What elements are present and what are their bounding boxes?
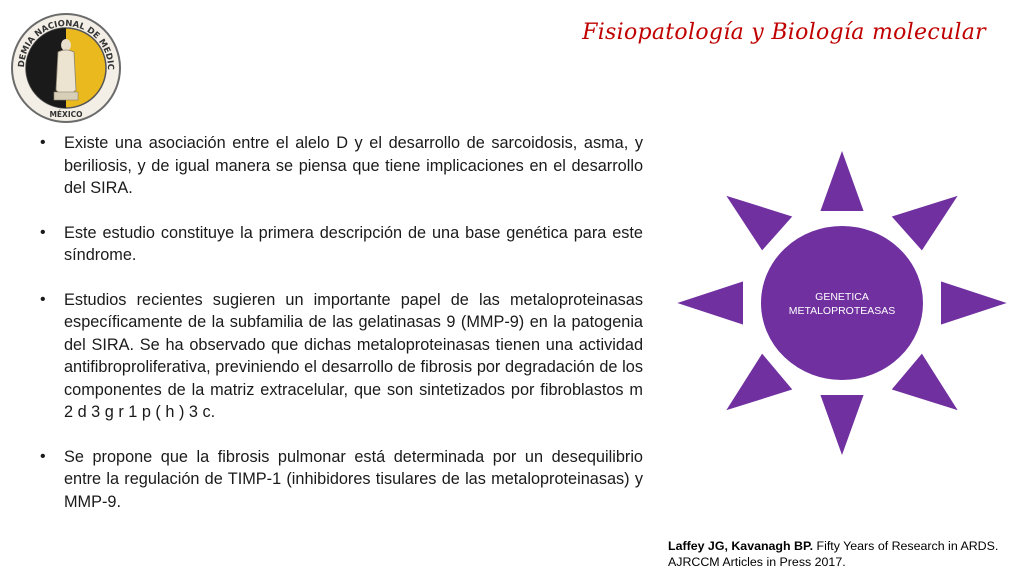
bullet-text: Existe una asociación entre el alelo D y el desarrollo de sarcoidosis, asma, y beriliosis, y de igual manera se piensa que tiene implicaciones en el desarrollo del SIRA. — [64, 134, 643, 197]
citation — [668, 538, 998, 570]
center-label-line2: METALOPROTEASAS — [788, 305, 896, 317]
bullet-item — [40, 289, 643, 424]
ray-top — [819, 148, 865, 212]
sun-diagram — [668, 140, 1016, 465]
citation-title: Fifty Years of Research in ARDS. — [813, 539, 999, 553]
citation-line1 — [668, 538, 998, 554]
bullet-dot-icon: • — [40, 290, 46, 308]
center-label-line1: GENETICA — [815, 291, 869, 303]
ray-top-right — [890, 194, 960, 252]
bullet-item — [40, 132, 643, 200]
ray-bottom — [819, 394, 865, 458]
ray-left — [674, 280, 744, 326]
svg-text:ACADEMIA NACIONAL DE MEDICINA: DEMIA NACIONAL DE MEDIC — [16, 18, 116, 71]
center-circle — [760, 225, 924, 381]
citation-authors: Laffey JG, Kavanagh BP. — [668, 539, 814, 553]
bullet-dot-icon: • — [40, 447, 46, 465]
page-title: Fisiopatología y Biología molecular — [582, 20, 986, 45]
bullet-text: Estudios recientes sugieren un importante papel de las metaloproteinasas específicamente de la subfamilia de las gelatinasas 9 (MMP-9) en la patogenia del SIRA. Se ha observado que dichas metaloproteinasas tienen una actividad antifibroproliferativa, previniendo el desarrollo de fibrosis por degradación de los componentes de la matriz extracelular, que son sintetizados por fibroblastos m 2 d 3 g r 1 p ( h ) 3 c. — [64, 290, 643, 421]
bullet-list — [40, 132, 643, 535]
bullet-item — [40, 446, 643, 514]
ray-top-left — [724, 194, 794, 252]
svg-text:MÉXICO: MÉXICO — [49, 110, 83, 119]
ray-bottom-left — [724, 352, 794, 412]
bullet-item — [40, 222, 643, 267]
academy-logo — [10, 12, 122, 124]
bullet-text: Se propone que la fibrosis pulmonar está determinada por un desequilibrio entre la regulación de TIMP-1 (inhibidores tisulares de las metaloproteinasas) y MMP-9. — [64, 447, 643, 511]
ray-right — [940, 280, 1010, 326]
ray-bottom-right — [890, 352, 960, 412]
bullet-dot-icon: • — [40, 134, 46, 151]
citation-journal: AJRCCM Articles in Press 2017. — [668, 555, 846, 569]
bullet-text: Este estudio constituye la primera descripción de una base genética para este síndrome. — [64, 223, 643, 264]
bullet-dot-icon: • — [40, 223, 46, 241]
